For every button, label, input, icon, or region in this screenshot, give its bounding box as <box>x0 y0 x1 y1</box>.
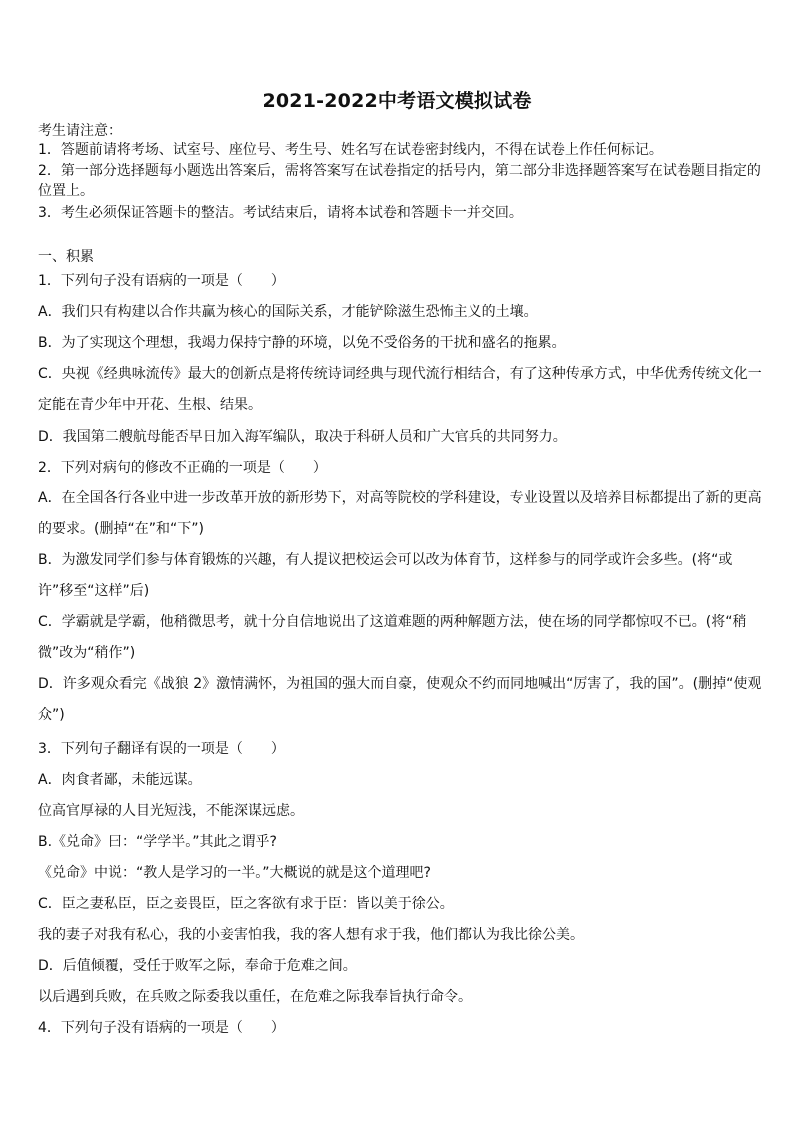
question-2-option-c: C．学霸就是学霸，他稍微思考，就十分自信地说出了这道难题的两种解题方法，使在场的同学都惊叹不已。(将“稍微”改为“稍作”) <box>38 614 747 661</box>
question-3-option-a-translation: 位高官厚禄的人目光短浅，不能深谋远虑。 <box>38 803 304 819</box>
question-3-option-c: C．臣之妻私臣，臣之妾畏臣，臣之客欲有求于臣：皆以美于徐公。 <box>38 896 454 912</box>
page-title: 2021-2022中考语文模拟试卷 <box>262 90 532 112</box>
question-1-option-b: B．为了实现这个理想，我竭力保持宁静的环境，以免不受俗务的干扰和盛名的拖累。 <box>38 335 566 351</box>
question-1-option-c: C．央视《经典咏流传》最大的创新点是将传统诗词经典与现代流行相结合，有了这种传承方式，中华优秀传统文化一定能在青少年中开花、生根、结果。 <box>38 366 762 413</box>
question-3-option-d-translation: 以后遇到兵败，在兵败之际委我以重任，在危难之际我奉旨执行命令。 <box>38 989 472 1005</box>
question-3-stem: 3．下列句子翻译有误的一项是（ ） <box>38 741 285 757</box>
question-1-option-a: A．我们只有构建以合作共赢为核心的国际关系，才能铲除滋生恐怖主义的土壤。 <box>38 304 538 320</box>
question-2-option-a: A．在全国各行各业中进一步改革开放的新形势下，对高等院校的学科建设，专业设置以及培养目标都提出了新的更高的要求。(删掉“在”和“下”) <box>38 490 762 537</box>
question-3-option-d: D．后值倾覆，受任于败军之际，奉命于危难之间。 <box>38 958 357 974</box>
notice-line-3: 3．考生必须保证答题卡的整洁。考试结束后，请将本试卷和答题卡一并交回。 <box>38 205 523 221</box>
question-2-option-d: D．许多观众看完《战狼 2》激情满怀，为祖国的强大而自豪，使观众不约而同地喊出“厉害了，我的国”。(删掉“使观众”) <box>38 676 762 723</box>
question-3-option-b-translation: 《兑命》中说：“教人是学习的一半。”大概说的就是这个道理吧? <box>38 865 431 881</box>
question-2-stem: 2．下列对病句的修改不正确的一项是（ ） <box>38 460 327 476</box>
question-3-option-c-translation: 我的妻子对我有私心，我的小妾害怕我，我的客人想有求于我，他们都认为我比徐公美。 <box>38 927 584 943</box>
question-1-stem: 1．下列句子没有语病的一项是（ ） <box>38 273 285 289</box>
question-3-option-a: A．肉食者鄙，未能远谋。 <box>38 772 202 788</box>
question-2-option-b: B．为激发同学们参与体育锻炼的兴趣，有人提议把校运会可以改为体育节，这样参与的同学或许会多些。(将“或许”移至“这样”后) <box>38 552 733 599</box>
notice-line-2: 2．第一部分选择题每小题选出答案后，需将答案写在试卷指定的括号内，第二部分非选择题答案写在试卷题目指定的位置上。 <box>38 163 761 199</box>
question-3-option-b: B.《兑命》曰：“学学半。”其此之谓乎? <box>38 834 277 850</box>
notice-heading: 考生请注意： <box>38 123 122 139</box>
question-1-option-d: D．我国第二艘航母能否早日加入海军编队，取决于科研人员和广大官兵的共同努力。 <box>38 429 567 445</box>
section-title: 一、积累 <box>38 249 94 265</box>
question-4-stem: 4．下列句子没有语病的一项是（ ） <box>38 1020 285 1036</box>
notice-line-1: 1．答题前请将考场、试室号、座位号、考生号、姓名写在试卷密封线内，不得在试卷上作任何标记。 <box>38 142 663 158</box>
